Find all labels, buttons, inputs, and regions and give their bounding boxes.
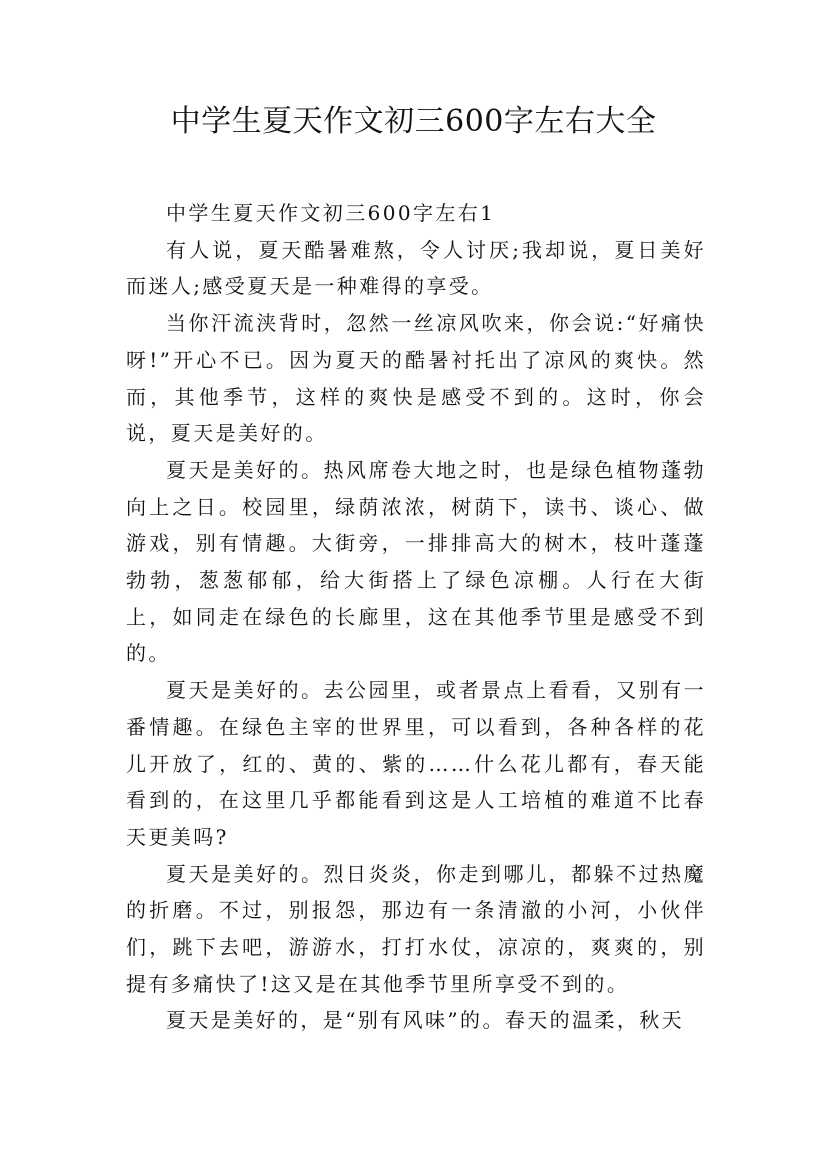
paragraph: 夏天是美好的，是“别有风味”的。春天的温柔，秋天 bbox=[166, 1008, 685, 1033]
essay-subtitle: 中学生夏天作文初三600字左右1 bbox=[166, 201, 496, 225]
paragraph: 夏天是美好的。去公园里，或者景点上看看，又别有一番情趣。在绿色主宰的世界里，可以看到，各种各样的花儿开放了，红的、黄的、紫的……什么花儿都有，春天能看到的，在这里几乎都能看到这是人工培植的难道不比春天更美吗? bbox=[126, 678, 706, 849]
document-title: 中学生夏天作文初三600字左右大全 bbox=[170, 104, 657, 139]
paragraph: 当你汗流浃背时，忽然一丝凉风吹来，你会说:“好痛快呀!”开心不已。因为夏天的酷暑衬托出了凉风的爽快。然而，其他季节，这样的爽快是感受不到的。这时，你会说，夏天是美好的。 bbox=[126, 311, 706, 446]
paragraph: 夏天是美好的。热风席卷大地之时，也是绿色植物蓬勃向上之日。校园里，绿荫浓浓，树荫下，读书、谈心、做游戏，别有情趣。大街旁，一排排高大的树木，枝叶蓬蓬勃勃，葱葱郁郁，给大街搭上了绿色凉棚。人行在大街上，如同走在绿色的长廊里，这在其他季节里是感受不到的。 bbox=[126, 457, 706, 666]
paragraph: 夏天是美好的。烈日炎炎，你走到哪儿，都躲不过热魔的折磨。不过，别报怨，那边有一条清澈的小河，小伙伴们，跳下去吧，游游水，打打水仗，凉凉的，爽爽的，别提有多痛快了!这又是在其他季节里所享受不到的。 bbox=[126, 861, 706, 996]
document-body bbox=[126, 195, 706, 1039]
paragraph: 有人说，夏天酷暑难熬，令人讨厌;我却说，夏日美好而迷人;感受夏天是一种难得的享受。 bbox=[126, 237, 706, 299]
